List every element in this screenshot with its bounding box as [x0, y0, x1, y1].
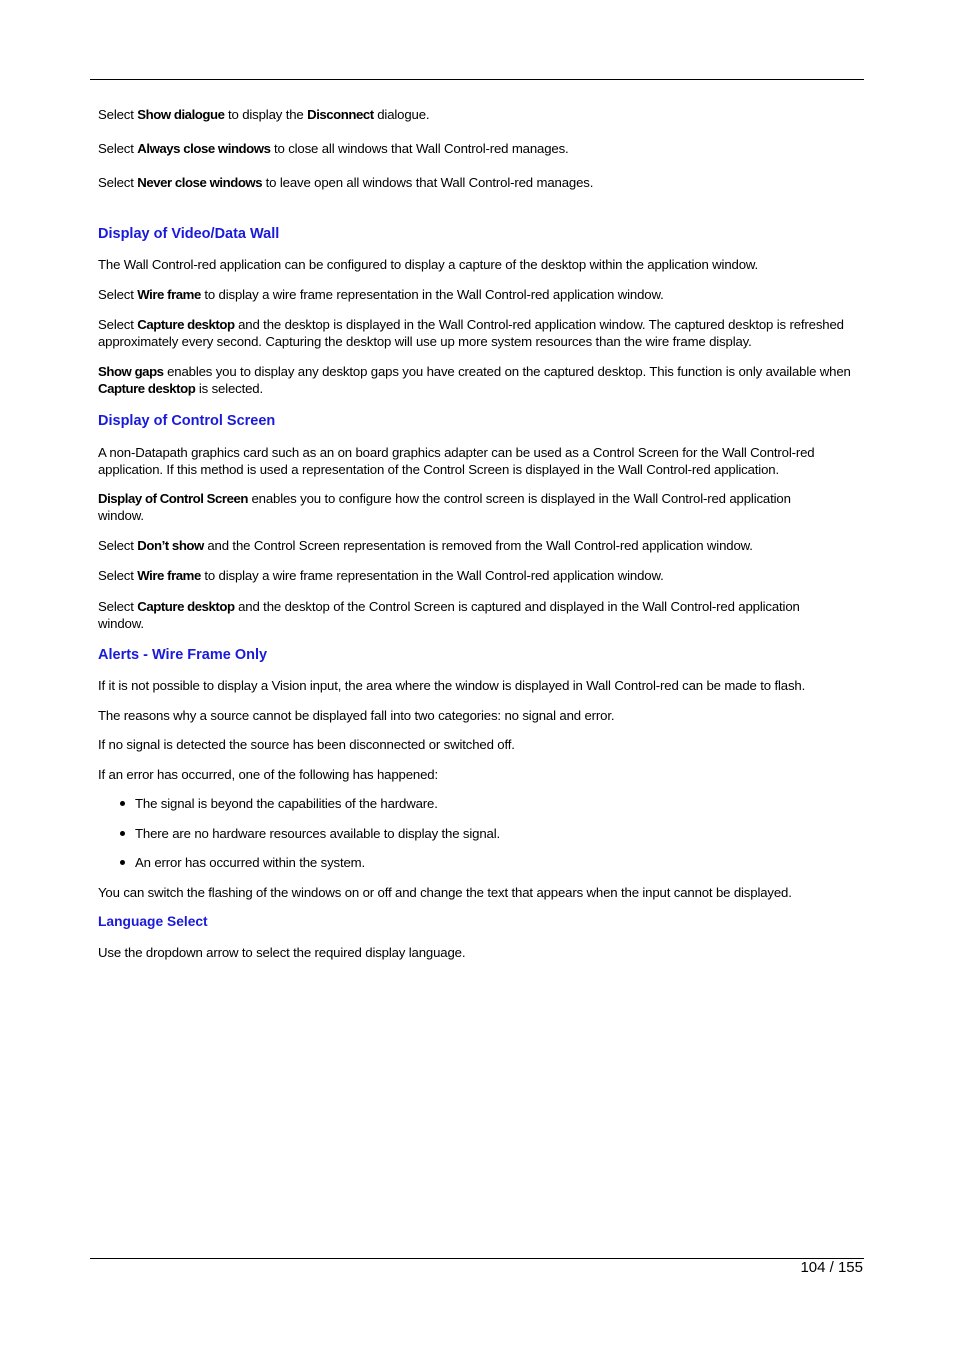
intro-paragraph-never-close	[98, 174, 858, 191]
bold-term: Capture desktop	[137, 599, 235, 614]
heading-alerts-wire-frame: Alerts - Wire Frame Only	[98, 647, 268, 663]
text-run: Select	[98, 317, 138, 332]
bold-term: Display of Control Screen	[98, 491, 248, 506]
video-paragraph-wire-frame	[98, 286, 858, 303]
text-run: to leave open all windows that Wall Control-red manages.	[262, 175, 594, 190]
text-run: to close all windows that Wall Control-red manages.	[270, 141, 569, 156]
intro-paragraph-show-dialogue	[98, 106, 858, 123]
alerts-paragraph-4: If an error has occurred, one of the following has happened:	[98, 767, 438, 782]
text-run: and the Control Screen representation is removed from the Wall Control-red application window.	[203, 538, 753, 553]
heading-language-select: Language Select	[98, 914, 208, 929]
bullet-icon	[120, 801, 125, 806]
alerts-paragraph-3: If no signal is detected the source has been disconnected or switched off.	[98, 737, 515, 752]
control-paragraph-display	[98, 490, 840, 524]
text-run: is selected.	[195, 381, 263, 396]
text-run: Select	[98, 568, 138, 583]
video-paragraph-capture-desktop	[98, 316, 856, 350]
bullet-icon	[120, 860, 125, 865]
alerts-paragraph-1: If it is not possible to display a Vision input, the area where the window is displayed in Wall Control-red can be made to flash.	[98, 678, 806, 693]
text-run: Select	[98, 175, 138, 190]
footer-rule	[90, 1258, 864, 1259]
list-item-text: An error has occurred within the system.	[135, 855, 366, 870]
heading-display-video-wall: Display of Video/Data Wall	[98, 226, 280, 242]
control-paragraph-capture-desktop	[98, 598, 846, 632]
bullet-icon	[120, 831, 125, 836]
control-paragraph-dont-show	[98, 537, 858, 554]
text-run: Select	[98, 287, 138, 302]
text-run: and the desktop is displayed in the Wall Control-red application window. The captured desktop is refreshed approximately every second. Capturing the desktop will use up more system resources than the wire frame display.	[98, 317, 844, 349]
language-paragraph-1: Use the dropdown arrow to select the required display language.	[98, 945, 466, 960]
bold-term: Show dialogue	[137, 107, 225, 122]
list-item-text: The signal is beyond the capabilities of the hardware.	[135, 796, 438, 811]
bold-term: Disconnect	[307, 107, 374, 122]
text-run: to display a wire frame representation in the Wall Control-red application window.	[200, 568, 664, 583]
alerts-paragraph-2: The reasons why a source cannot be displayed fall into two categories: no signal and error.	[98, 708, 615, 723]
video-paragraph-1: The Wall Control-red application can be configured to display a capture of the desktop within the application window.	[98, 257, 759, 272]
text-run: Select	[98, 538, 138, 553]
bold-term: Never close windows	[137, 175, 263, 190]
bold-term: Always close windows	[137, 141, 271, 156]
text-run: dialogue.	[373, 107, 430, 122]
bold-term: Don’t show	[137, 538, 204, 553]
bold-term: Wire frame	[137, 568, 201, 583]
intro-paragraph-always-close	[98, 140, 858, 157]
text-run: Select	[98, 141, 138, 156]
bold-term: Wire frame	[137, 287, 201, 302]
text-run: and the desktop of the Control Screen is captured and displayed in the Wall Control-red application window.	[98, 599, 800, 631]
heading-display-control-screen: Display of Control Screen	[98, 413, 276, 429]
page-number: 104 / 155	[800, 1259, 863, 1276]
bold-term: Capture desktop	[98, 381, 196, 396]
text-run: enables you to display any desktop gaps you have created on the captured desktop. This function is only available when	[163, 364, 851, 379]
alerts-paragraph-5: You can switch the flashing of the windows on or off and change the text that appears when the input cannot be displayed.	[98, 885, 792, 900]
control-paragraph-1: A non-Datapath graphics card such as an on board graphics adapter can be used as a Control Screen for the Wall Control-red application. If this method is used a representation of the Control Screen is displayed in the Wall Control-red application.	[98, 445, 815, 477]
text-run: Select	[98, 599, 138, 614]
header-rule	[90, 79, 864, 80]
bold-term: Show gaps	[98, 364, 164, 379]
text-run: Select	[98, 107, 138, 122]
text-run: to display the	[224, 107, 308, 122]
list-item-text: There are no hardware resources available to display the signal.	[135, 826, 500, 841]
bold-term: Capture desktop	[137, 317, 235, 332]
text-run: enables you to configure how the control screen is displayed in the Wall Control-red application window.	[98, 491, 791, 523]
control-paragraph-wire-frame	[98, 567, 858, 584]
text-run: to display a wire frame representation in the Wall Control-red application window.	[200, 287, 664, 302]
video-paragraph-show-gaps	[98, 363, 856, 397]
